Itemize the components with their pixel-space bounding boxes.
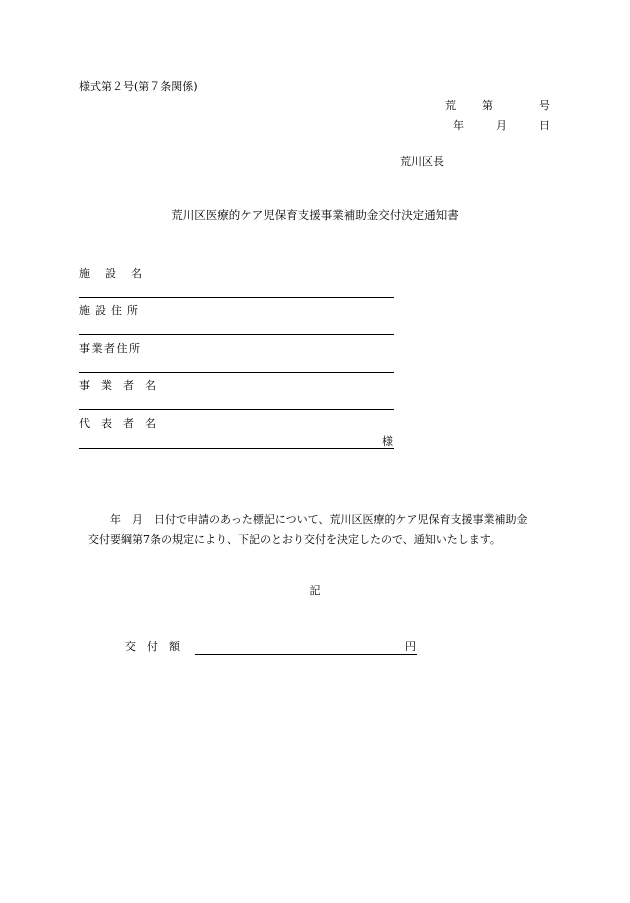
issue-number	[445, 100, 550, 111]
facility-name-line[interactable]	[79, 297, 394, 298]
facility-address-line[interactable]	[79, 334, 394, 335]
issue-number-middle: 第	[482, 99, 493, 112]
date-year: 年	[453, 119, 464, 132]
notice-body-line-2: 交付要綱第7条の規定により、下記のとおり交付を決定したので、通知いたします。	[88, 533, 501, 546]
operator-name-line[interactable]	[79, 409, 394, 410]
operator-address-label: 事業者住所	[79, 342, 142, 355]
amount-line[interactable]	[195, 654, 417, 655]
amount-unit: 円	[405, 640, 416, 653]
form-number: 様式第２号(第７条関係)	[79, 80, 198, 93]
issue-number-suffix: 号	[539, 99, 550, 112]
honorific: 様	[382, 435, 393, 448]
issue-number-prefix: 荒	[445, 99, 456, 112]
facility-name-label: 施 設 名	[79, 267, 144, 280]
document-title: 荒川区医療的ケア児保育支援事業補助金交付決定通知書	[171, 208, 459, 222]
representative-name-line[interactable]	[79, 448, 394, 449]
amount-label: 交 付 額	[125, 640, 180, 653]
ki-heading: 記	[309, 584, 321, 597]
operator-address-line[interactable]	[79, 372, 394, 373]
date-month: 月	[496, 119, 507, 132]
representative-name-label: 代 表 者 名	[79, 417, 156, 430]
operator-name-label: 事 業 者 名	[79, 379, 156, 392]
facility-address-label: 施設住所	[79, 304, 143, 317]
notice-body	[88, 510, 568, 550]
issuer: 荒川区長	[400, 155, 444, 168]
date-day: 日	[539, 119, 550, 132]
notice-body-line-1: 年 月 日付で申請のあった標記について、荒川区医療的ケア児保育支援事業補助金	[110, 513, 528, 526]
issue-date	[453, 120, 550, 131]
